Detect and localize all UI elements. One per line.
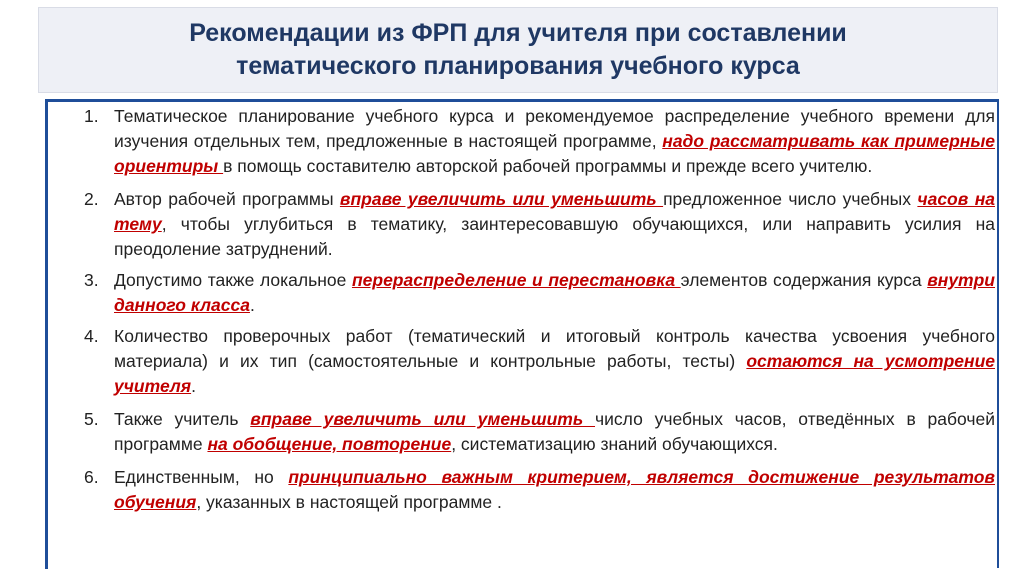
recommendations-list xyxy=(48,104,999,515)
list-item xyxy=(48,324,999,399)
slide-title-line-1: Рекомендации из ФРП для учителя при составлении xyxy=(189,19,847,47)
highlighted-phrase: вправе увеличить или уменьшить xyxy=(250,409,596,429)
recommendations-panel xyxy=(45,99,999,569)
item-text: Допустимо также локальное xyxy=(114,270,352,290)
slide-title-line-2: тематического планирования учебного курса xyxy=(236,52,800,80)
item-text: , систематизацию знаний обучающихся. xyxy=(451,434,778,454)
item-text: . xyxy=(249,295,255,315)
item-text: Количество проверочных работ (тематический и итоговый контроль качества усвоения учебного материала) и их тип (самостоятельные и контрольные работы, тесты) xyxy=(114,326,995,371)
highlighted-phrase: на обобщение, повторение xyxy=(207,434,452,454)
list-item xyxy=(48,187,999,262)
item-text: число учебных часов, отведённых в рабочей программе xyxy=(114,409,995,454)
item-number: 4. xyxy=(84,326,99,346)
highlighted-phrase: остаются на усмотрение учителя xyxy=(114,351,995,396)
list-item xyxy=(48,407,999,457)
highlighted-phrase: часов на тему xyxy=(114,189,996,234)
item-text: Единственным, но xyxy=(114,467,289,487)
list-item xyxy=(48,268,999,318)
highlighted-phrase: надо рассматривать как примерные ориентиры xyxy=(114,131,996,176)
highlighted-phrase: перераспределение и перестановка xyxy=(351,270,681,290)
item-number: 2. xyxy=(84,189,99,209)
item-text: Также учитель xyxy=(114,409,251,429)
list-item xyxy=(48,465,999,515)
item-text: . xyxy=(191,376,196,396)
item-text: предложенное число учебных xyxy=(663,189,918,209)
item-text: , указанных в настоящей программе . xyxy=(196,492,502,512)
slide-title xyxy=(189,17,847,83)
item-text: элементов содержания курса xyxy=(680,270,928,290)
highlighted-phrase: вправе увеличить или уменьшить xyxy=(339,189,664,209)
highlighted-phrase: внутри данного класса xyxy=(114,270,995,315)
item-text: Автор рабочей программы xyxy=(114,189,340,209)
item-number: 5. xyxy=(84,409,99,429)
item-text: в помощь составителю авторской рабочей программы и прежде всего учителю. xyxy=(223,156,873,176)
item-number: 6. xyxy=(84,467,99,487)
item-number: 3. xyxy=(84,270,99,290)
item-text: , чтобы углубиться в тематику, заинтересовавшую обучающихся, или направить усилия на преодоление затруднений. xyxy=(114,214,995,259)
highlighted-phrase: принципиально важным критерием, является достижение результатов обучения xyxy=(114,467,995,512)
list-item xyxy=(48,104,999,179)
title-banner xyxy=(38,7,998,93)
item-number: 1. xyxy=(84,106,99,126)
item-text: Тематическое планирование учебного курса и рекомендуемое распределение учебного времени для изучения отдельных тем, предложенные в настоящей программе, xyxy=(114,106,995,151)
